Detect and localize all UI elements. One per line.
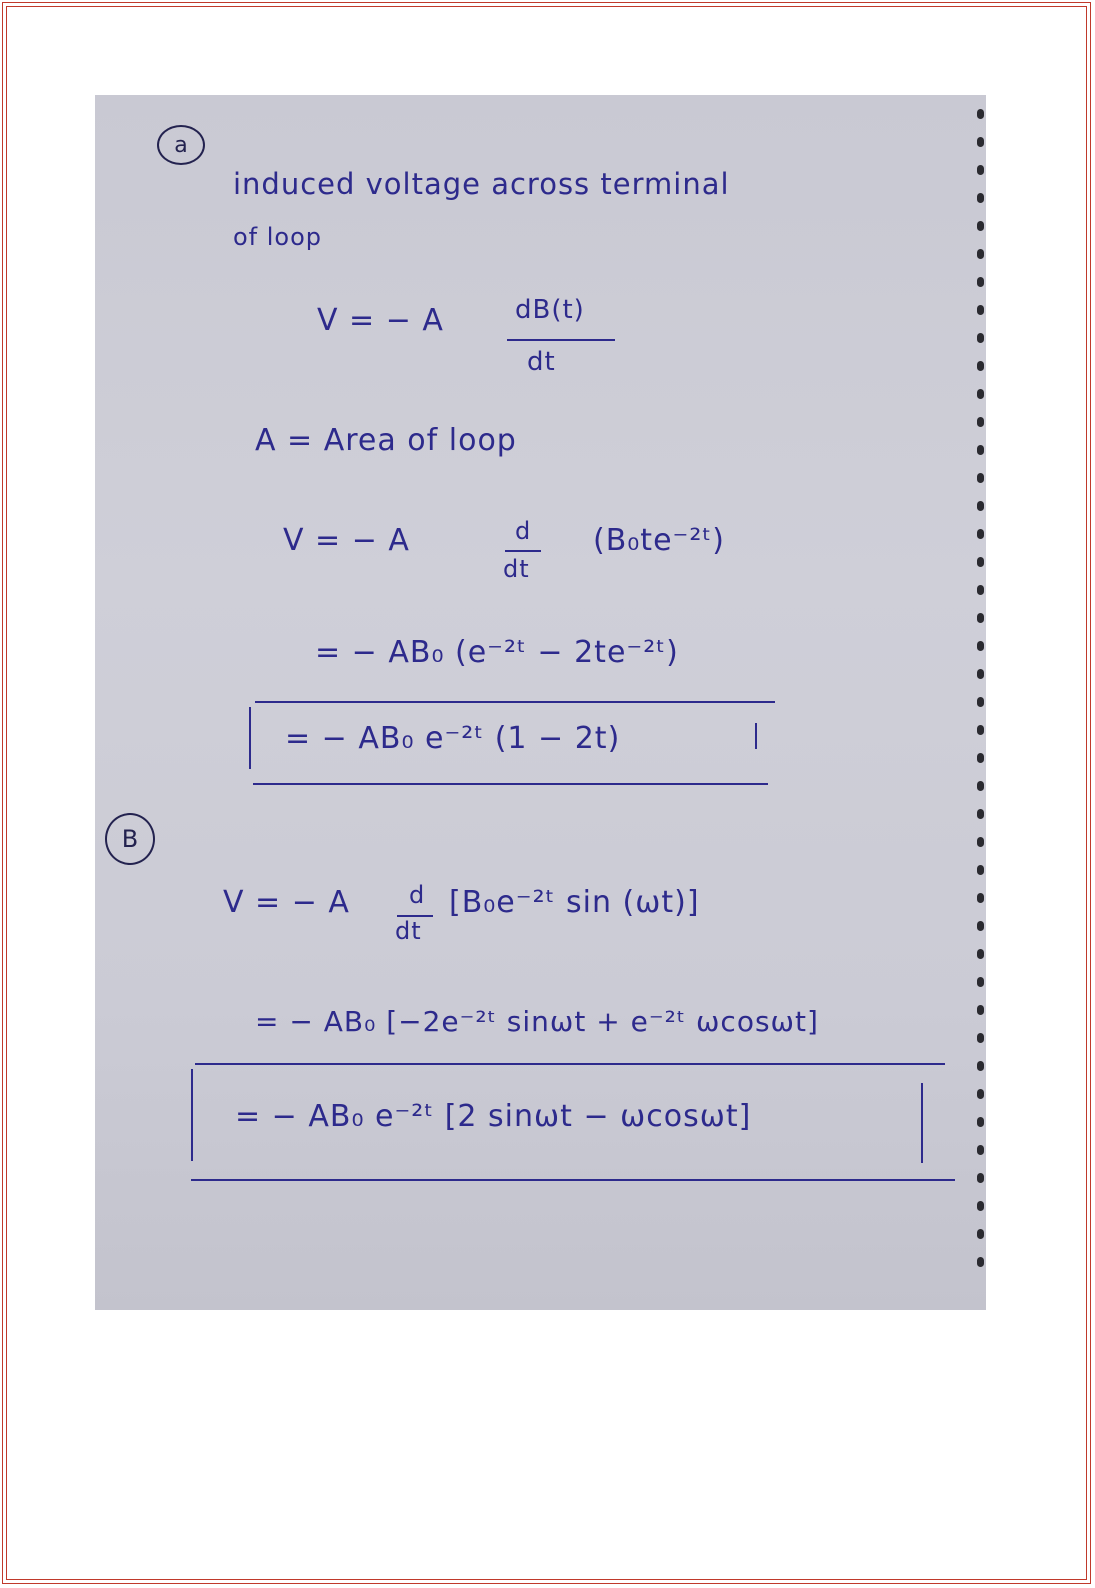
answer-a-box-top xyxy=(255,701,775,703)
binding-hole xyxy=(977,893,984,903)
part-b-label: B xyxy=(105,813,155,865)
binding-hole xyxy=(977,221,984,231)
answer-b-box-top xyxy=(195,1063,945,1065)
area-definition: A = Area of loop xyxy=(255,423,517,458)
binding-hole xyxy=(977,585,984,595)
binding-hole xyxy=(977,669,984,679)
answer-b-box-bottom xyxy=(191,1179,955,1181)
binding-hole xyxy=(977,529,984,539)
eq-b2: = − AB₀ [−2e⁻²ᵗ sinωt + e⁻²ᵗ ωcosωt] xyxy=(255,1005,819,1038)
binding-hole xyxy=(977,501,984,511)
binding-hole xyxy=(977,1173,984,1183)
binding-hole xyxy=(977,1117,984,1127)
eq-a2-rhs: (B₀te⁻²ᵗ) xyxy=(593,523,725,558)
binding-hole xyxy=(977,1145,984,1155)
binding-hole xyxy=(977,361,984,371)
binding-hole xyxy=(977,557,984,567)
binding-hole xyxy=(977,753,984,763)
part-a-label: a xyxy=(157,125,205,165)
binding-hole xyxy=(977,389,984,399)
binding-hole xyxy=(977,865,984,875)
eq-a3: = − AB₀ (e⁻²ᵗ − 2te⁻²ᵗ) xyxy=(315,635,679,670)
binding-hole xyxy=(977,165,984,175)
intro-line-2: of loop xyxy=(233,223,323,251)
eq-a4-final-answer: = − AB₀ e⁻²ᵗ (1 − 2t) xyxy=(285,721,621,756)
binding-hole xyxy=(977,1005,984,1015)
eq-a2-denominator: dt xyxy=(503,555,530,583)
binding-hole xyxy=(977,781,984,791)
binding-hole xyxy=(977,725,984,735)
answer-b-box-left xyxy=(191,1069,193,1161)
eq-a2-numerator: d xyxy=(515,517,532,545)
binding-hole xyxy=(977,1257,984,1267)
binding-hole xyxy=(977,1201,984,1211)
binding-hole xyxy=(977,137,984,147)
answer-a-box-right xyxy=(755,723,757,749)
binding-hole xyxy=(977,641,984,651)
binding-hole xyxy=(977,277,984,287)
handwritten-solution-photo xyxy=(95,95,986,1310)
binding-hole xyxy=(977,249,984,259)
binding-hole xyxy=(977,473,984,483)
notebook-binding-holes xyxy=(972,95,986,1310)
eq-a2-lhs: V = − A xyxy=(283,523,410,558)
binding-hole xyxy=(977,837,984,847)
intro-line-1: induced voltage across terminal xyxy=(233,167,730,201)
eq-b1-lhs: V = − A xyxy=(223,885,350,920)
eq-b1-denominator: dt xyxy=(395,917,422,945)
binding-hole xyxy=(977,305,984,315)
binding-hole xyxy=(977,109,984,119)
binding-hole xyxy=(977,1229,984,1239)
binding-hole xyxy=(977,977,984,987)
binding-hole xyxy=(977,613,984,623)
binding-hole xyxy=(977,333,984,343)
binding-hole xyxy=(977,921,984,931)
binding-hole xyxy=(977,809,984,819)
binding-hole xyxy=(977,949,984,959)
answer-b-box-right xyxy=(921,1083,923,1163)
eq-b3-final-answer: = − AB₀ e⁻²ᵗ [2 sinωt − ωcosωt] xyxy=(235,1099,752,1134)
binding-hole xyxy=(977,193,984,203)
answer-a-box-left xyxy=(249,707,251,769)
eq-a1-numerator: dB(t) xyxy=(515,295,585,325)
eq-a2-fraction-bar xyxy=(505,550,541,552)
eq-a1-lhs: V = − A xyxy=(317,303,444,338)
binding-hole xyxy=(977,1033,984,1043)
eq-b1-rhs: [B₀e⁻²ᵗ sin (ωt)] xyxy=(449,885,700,920)
binding-hole xyxy=(977,1089,984,1099)
binding-hole xyxy=(977,445,984,455)
binding-hole xyxy=(977,417,984,427)
eq-a1-fraction-bar xyxy=(507,339,615,341)
eq-b1-numerator: d xyxy=(409,881,426,909)
binding-hole xyxy=(977,697,984,707)
eq-a1-denominator: dt xyxy=(527,347,556,377)
answer-a-box-bottom xyxy=(253,783,768,785)
binding-hole xyxy=(977,1061,984,1071)
